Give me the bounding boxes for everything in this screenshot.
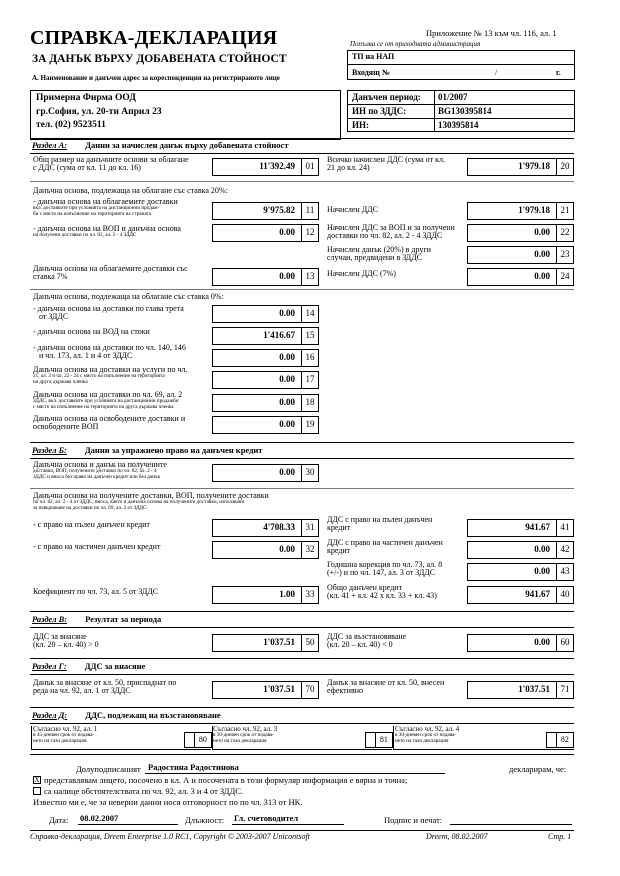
vat-label: ИН по ЗДДС: — [352, 106, 407, 116]
field-80[interactable]: 80 — [184, 732, 212, 748]
period-box-vline — [434, 90, 435, 132]
field-81[interactable]: 81 — [365, 732, 393, 748]
field-31[interactable]: 4'708.33 31 — [212, 519, 319, 537]
period-box-hline1 — [347, 104, 575, 105]
field-32[interactable]: 0.00 32 — [212, 541, 319, 559]
section-b-title: Раздел Б: Данни за упражнено право на данъчен кредит — [32, 445, 263, 455]
field-43[interactable]: 0.00 43 — [467, 563, 574, 581]
field-42[interactable]: 0.00 42 — [467, 541, 574, 559]
r70-label: Данък за внасяне от кл. 50, приспаднат по реда на чл. 92, ал. 1 от ЗДДС — [33, 678, 177, 696]
field-13[interactable]: 0.00 13 — [212, 268, 319, 286]
r71-label: Данък за внасяне от кл. 50, внесен ефективно — [327, 678, 445, 696]
annex-label: Приложение № 13 към чл. 116, ал. 1 — [426, 28, 557, 38]
field-60[interactable]: 0.00 60 — [467, 634, 574, 652]
footer-left: Справка-декларация, Dreem Enterprise 1.0 RC1, Copyright © 2003-2007 Unicontsoft — [30, 832, 310, 841]
divider — [30, 181, 574, 182]
divider — [30, 458, 574, 459]
signer-label: Долуподписаният — [76, 764, 141, 774]
field-30[interactable]: 0.00 30 — [212, 464, 319, 482]
period-label: Данъчен период: — [352, 92, 421, 102]
r21-label: Начислен ДДС — [327, 205, 378, 214]
footer-right: Стр. 1 — [548, 832, 572, 841]
date-line — [78, 824, 178, 825]
field-70[interactable]: 1'037.51 70 — [212, 681, 319, 699]
position-label: Длъжност: — [185, 815, 225, 825]
r60-label: ДДС за възстановяване (кл. 20 – кл. 40) < 0 — [327, 632, 407, 650]
field-18[interactable]: 0.00 18 — [212, 394, 319, 412]
field-16[interactable]: 0.00 16 — [212, 349, 319, 367]
id-value: 130395814 — [438, 120, 479, 130]
group-0-label: Данъчна основа, подлежаща на облагане със ставка 0%: — [33, 292, 224, 301]
section-a-heading: А. Наименование и данъчен адрес за кореспонденция на регистрираното лице — [32, 74, 280, 82]
field-23[interactable]: 0.00 23 — [467, 246, 574, 264]
r15-label: - данъчна основа на ВОД на стоки — [33, 327, 150, 336]
r01-label: Общ размер на данъчните основи за облагане с ДДС (сума от кл. 11 до кл. 16) — [33, 155, 189, 173]
field-22[interactable]: 0.00 22 — [467, 224, 574, 242]
divider — [30, 658, 574, 659]
footer-mid: Dreem, 08.02.2007 — [426, 832, 488, 841]
r22-label: Начислен ДДС за ВОП и за получени доставки по чл. 82, ал. 2 - 4 ЗДДС — [327, 223, 455, 241]
r43-label: Годишна корекция по чл. 73, ал. 8 (+/-) и по чл. 147, ал. 3 от ЗДДС — [327, 560, 443, 578]
position-value: Гл. счетоводител — [234, 813, 299, 823]
signature-label: Подпис и печат: — [384, 815, 443, 825]
declaration-line-2: са налице обстоятелствата по чл. 92, ал. 3 и 4 от ЗДДС. — [44, 786, 244, 796]
declaration-line-1: представлявам лицето, посочено в кл. А и посочената в този формуляр информация е вярна и точна; — [44, 775, 408, 785]
field-24[interactable]: 0.00 24 — [467, 268, 574, 286]
field-71[interactable]: 1'037.51 71 — [467, 681, 574, 699]
period-box-hline2 — [347, 118, 575, 119]
group-b-label: Данъчна основа на получените доставки, ВОП, получените доставки по чл. 82, ал. 2 - 4 от ЗДДС, вноса, както и данъчна основа на получените доставки, използвани за извършване на доставки по чл. 69, ал. 2 от ЗДДС: — [33, 491, 269, 511]
r42-label: ДДС с право на частичен данъчен кредит — [327, 538, 443, 556]
r81-label: Съгласно чл. 92, ал. 3 в 30-дневен срок от подава- нето на тази декларация — [213, 725, 278, 744]
field-17[interactable]: 0.00 17 — [212, 371, 319, 389]
divider — [30, 674, 574, 675]
field-50[interactable]: 1'037.51 50 — [212, 634, 319, 652]
field-33[interactable]: 1.00 33 — [212, 586, 319, 604]
company-name: Примерна Фирма ООД — [36, 93, 136, 103]
r31-label: - с право на пълен данъчен кредит — [33, 520, 150, 529]
signature-line — [450, 824, 572, 825]
divider — [30, 289, 574, 290]
divider — [30, 611, 574, 612]
r80-label: Съгласно чл. 92, ал. 1 в 45-дневен срок от подава- нето на тази декларация — [33, 725, 98, 744]
admin-note: Попълва се от приходната администрация — [350, 40, 481, 48]
declare-label: декларирам, че: — [509, 764, 567, 774]
divider — [30, 488, 574, 489]
field-40[interactable]: 941.67 40 — [467, 586, 574, 604]
field-01[interactable]: 11'392.49 01 — [212, 158, 319, 176]
form-subtitle: ЗА ДАНЪК ВЪРХУ ДОБАВЕНАТА СТОЙНОСТ — [32, 53, 287, 65]
field-14[interactable]: 0.00 14 — [212, 305, 319, 323]
incoming-year-suffix: г. — [556, 68, 561, 77]
group-20-label: Данъчна основа, подлежаща на облагане със ставка 20%: — [33, 186, 228, 195]
id-label: ИН: — [352, 120, 369, 130]
section-g-title: Раздел Г: ДДС за внасяне — [32, 661, 146, 671]
incoming-label: Входящ № — [352, 68, 390, 77]
r14-label: - данъчна основа на доставки по глава трета от ЗДДС — [33, 304, 184, 322]
divider — [30, 442, 574, 443]
field-20[interactable]: 1'979.18 20 — [467, 158, 574, 176]
r40-label: Общо данъчен кредит (кл. 41 + кл. 42 x кл. 33 + кл. 43) — [327, 583, 437, 601]
field-82[interactable]: 82 — [546, 732, 574, 748]
date-value: 08.02.2007 — [80, 813, 119, 823]
r24-label: Начислен ДДС (7%) — [327, 269, 396, 278]
r20-label: Всичко начислен ДДС (сума от кл. 21 до кл. 24) — [327, 155, 445, 173]
field-15[interactable]: 1'416.67 15 — [212, 327, 319, 345]
field-41[interactable]: 941.67 41 — [467, 519, 574, 537]
divider — [30, 627, 574, 628]
section-a-title: Раздел А: Данни за начислен данък върху добавената стойност — [32, 140, 289, 150]
r82-label: Съгласно чл. 92, ал. 4 в 30-дневен срок от подава- нето на тази декларация — [395, 725, 460, 744]
vat-value: BG130395814 — [438, 106, 492, 116]
incoming-slash: / — [495, 68, 498, 77]
declaration-checkbox-2[interactable] — [33, 787, 41, 795]
tp-label: ТП на НАП — [352, 52, 395, 61]
r11-label: - данъчна основа на облагаемите доставки вкл. доставките при условията на дистанционни продаж- би с място на изпълнение на територията на страната — [33, 197, 178, 217]
r30-label: Данъчна основа и данък на получените доставки, ВОП, получените доставки по чл. 82, ал. 2 - 4 ЗДДС и вноса без право на данъчен кредит или без данък — [33, 460, 167, 480]
period-value: 01/2007 — [438, 92, 468, 102]
signer-name: Радостина Радостинова — [148, 762, 239, 772]
field-21[interactable]: 1'979.18 21 — [467, 202, 574, 220]
field-19[interactable]: 0.00 19 — [212, 416, 319, 434]
r12-label: - данъчна основа на ВОП и данъчна основа на получени доставки по чл. 82, ал. 2 - 4 ЗДДС — [33, 224, 181, 239]
divider — [30, 754, 574, 755]
date-label: Дата: — [49, 815, 69, 825]
divider — [30, 153, 574, 154]
company-address: гр.София, ул. 20-ти Април 23 — [36, 107, 162, 117]
divider — [30, 830, 574, 831]
r50-label: ДДС за внасяне (кл. 20 – кл. 40) > 0 — [33, 632, 99, 650]
r33-label: Коефициент по чл. 73, ал. 5 от ЗДДС — [33, 587, 159, 596]
r17-label: Данъчна основа на доставки на услуги по чл. 21, ал. 3 и чл. 22 - 24 с място на изпълнение на територията на друга държава членка — [33, 365, 188, 385]
declaration-line-3: Известно ми е, че за неверни данни нося отговорност по по чл. 313 от НК. — [33, 797, 303, 807]
divider — [30, 138, 574, 139]
section-v-title: Раздел В: Резултат за периода — [32, 614, 162, 624]
signer-line — [145, 773, 445, 774]
r18-label: Данъчна основа на доставки по чл. 69, ал. 2 ЗДДС, вкл. доставките при условията на дистанционни продажби с място на изпълнение на територията на друга държава членка — [33, 390, 183, 410]
position-line — [232, 824, 344, 825]
r41-label: ДДС с право на пълен данъчен кредит — [327, 515, 433, 533]
company-phone: тел. (02) 9523511 — [36, 120, 106, 130]
field-12[interactable]: 0.00 12 — [212, 224, 319, 242]
r16-label: - данъчна основа на доставки по чл. 140, 146 и чл. 173, ал. 1 и 4 от ЗДДС — [33, 343, 186, 361]
declaration-checkbox-1[interactable]: X — [34, 776, 40, 784]
divider — [30, 723, 574, 724]
field-11[interactable]: 9'975.82 11 — [212, 202, 319, 220]
r23-label: Начислен данък (20%) в други случаи, предвидени в ЗДДС — [327, 245, 431, 263]
r13-label: Данъчна основа на облагаемите доставки със ставка 7% — [33, 264, 188, 282]
r32-label: - с право на частичен данъчен кредит — [33, 542, 161, 551]
divider — [30, 707, 574, 708]
form-title: СПРАВКА-ДЕКЛАРАЦИЯ — [30, 27, 278, 49]
admin-box-divider — [347, 64, 575, 65]
section-d-title: Раздел Д: ДДС, подлежащ на възстановяване — [32, 710, 221, 720]
r19-label: Данъчна основа на освободените доставки и освободените ВОП — [33, 414, 186, 432]
